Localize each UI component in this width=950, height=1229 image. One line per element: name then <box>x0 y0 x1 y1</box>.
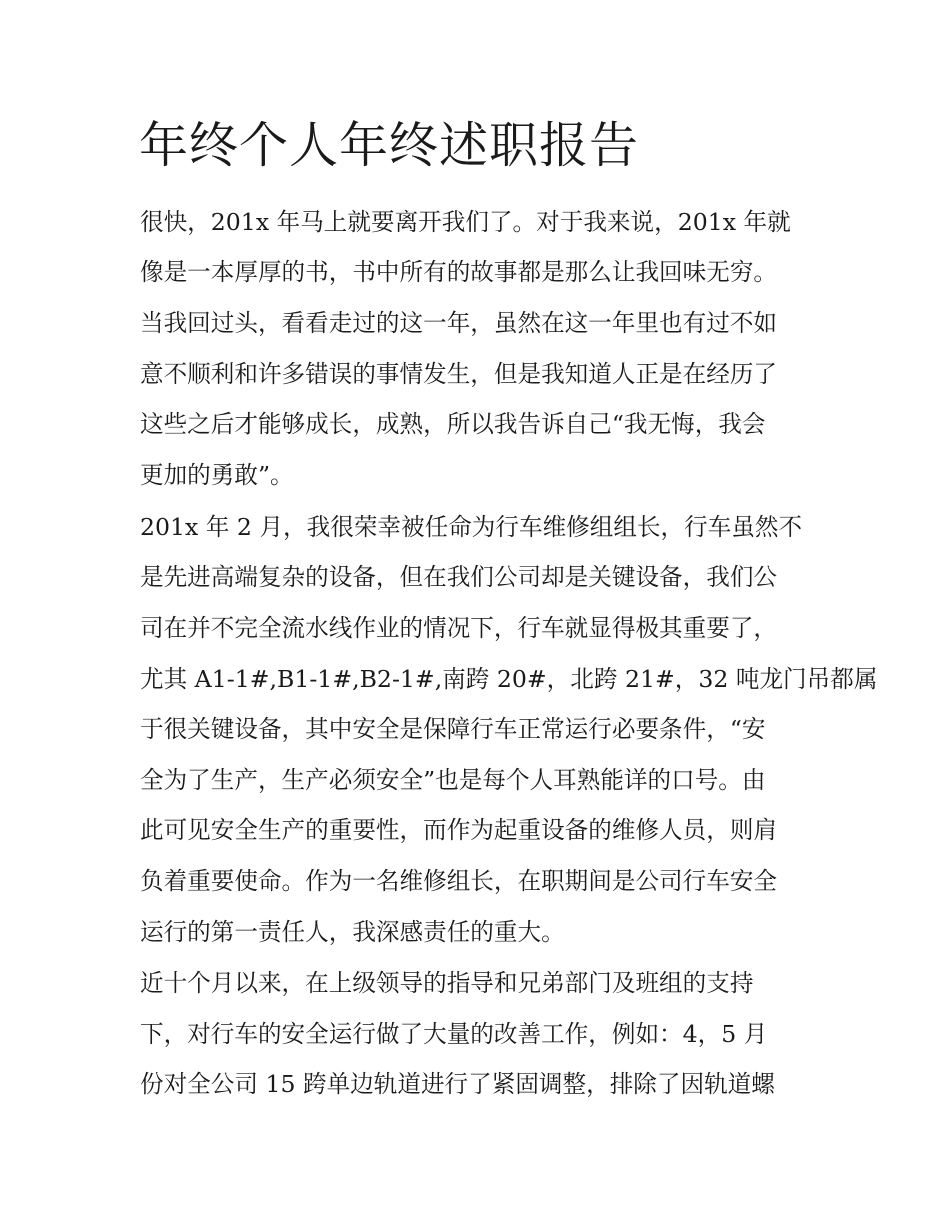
paragraph-2-line-5: 于很关键设备，其中安全是保障行车正常运行必要条件，“安 <box>140 715 766 743</box>
paragraph-1-line-5: 这些之后才能够成长，成熟，所以我告诉自己“我无悔，我会 <box>140 410 766 438</box>
paragraph-2-line-2: 是先进高端复杂的设备，但在我们公司却是关键设备，我们公 <box>140 563 778 591</box>
paragraph-2-line-1: 201x 年 2 月，我很荣幸被任命为行车维修组组长，行车虽然不 <box>140 513 803 541</box>
paragraph-2-line-7: 此可见安全生产的重要性，而作为起重设备的维修人员，则肩 <box>140 816 778 844</box>
paragraph-1-line-3: 当我回过头，看看走过的这一年，虽然在这一年里也有过不如 <box>140 309 778 337</box>
paragraph-1-line-6: 更加的勇敢”。 <box>140 461 294 489</box>
paragraph-3-line-2: 下，对行车的安全运行做了大量的改善工作，例如：4，5 月 <box>140 1020 768 1048</box>
paragraph-1-line-4: 意不顺利和许多错误的事情发生，但是我知道人正是在经历了 <box>140 360 778 388</box>
paragraph-1-line-1: 很快，201x 年马上就要离开我们了。对于我来说，201x 年就 <box>140 208 791 236</box>
paragraph-2-line-6: 全为了生产，生产必须安全”也是每个人耳熟能详的口号。由 <box>140 766 766 794</box>
paragraph-1-line-2: 像是一本厚厚的书，书中所有的故事都是那么让我回味无穷。 <box>140 258 778 286</box>
paragraph-2-line-9: 运行的第一责任人，我深感责任的重大。 <box>140 918 565 946</box>
paragraph-2-line-8: 负着重要使命。作为一名维修组长，在职期间是公司行车安全 <box>140 867 778 895</box>
paragraph-2-line-3: 司在并不完全流水线作业的情况下，行车就显得极其重要了， <box>140 614 778 642</box>
paragraph-3-line-1: 近十个月以来，在上级领导的指导和兄弟部门及班组的支持 <box>140 969 754 997</box>
paragraph-3-line-3: 份对全公司 15 跨单边轨道进行了紧固调整，排除了因轨道螺 <box>140 1070 775 1098</box>
document-title: 年终个人年终述职报告 <box>139 117 640 174</box>
paragraph-2-line-4: 尤其 A1-1#,B1-1#,B2-1#,南跨 20#，北跨 21#，32 吨龙门吊都属 <box>140 665 878 693</box>
